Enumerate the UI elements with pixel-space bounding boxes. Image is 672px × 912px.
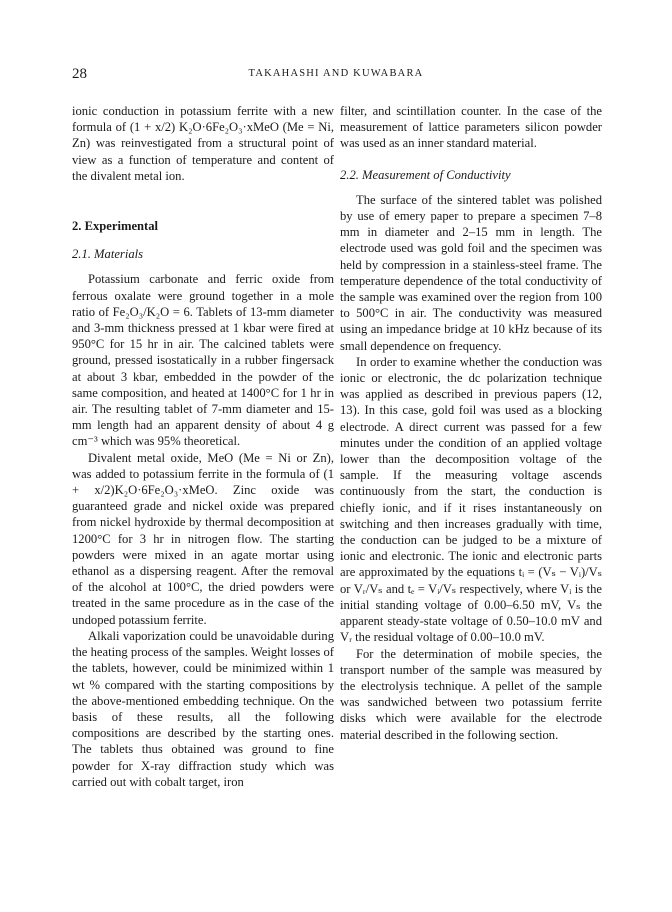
running-head: TAKAHASHI AND KUWABARA (248, 68, 424, 79)
subsection-heading-conductivity: 2.2. Measurement of Conductivity (340, 167, 511, 182)
right-column (340, 103, 602, 743)
left-column (72, 103, 334, 790)
continued-paragraph: filter, and scintillation counter. In the case of the measurement of lattice parameters silicon powder was used as an inner standard material. (340, 104, 602, 151)
page-number: 28 (72, 66, 87, 82)
subsection-heading-materials: 2.1. Materials (72, 247, 144, 262)
materials-paragraph-2: Divalent metal oxide, MeO (Me = Ni or Zn), was added to potassium ferrite in the formula of (1 + x/2)K₂O·6Fe₂O₃·xMeO. Zinc oxide was guaranteed grade and nickel oxide was prepared from nickel hydroxide by thermal decomposition at 1200°C for 3 hr in nitrogen flow. The starting powders were mixed in an agate mortar using ethanol as a dispersing reagent. After the removal of the alcohol at 100°C, the dried powders were treated in the same procedure as in the case of the undoped potassium ferrite. (72, 450, 334, 627)
materials-paragraph-3: Alkali vaporization could be unavoidable during the heating process of the samples. Weight losses of the tablets, however, could be minimized within 1 wt % compared with the starting compositions by the above-mentioned embedding technique. On the basis of these results, all the following compositions are described by the starting ones. The tablets thus obtained was ground to fine powder for X-ray diffraction study which was carried out with cobalt target, iron (72, 628, 334, 789)
page-header (72, 66, 600, 86)
conductivity-paragraph-3: For the determination of mobile species, the transport number of the sample was measured by the electrolysis technique. A pellet of the sample was sandwiched between two potassium ferrite disks which were available for the electrode material described in the following section. (340, 646, 602, 742)
conductivity-paragraph-2: In order to examine whether the conduction was ionic or electronic, the dc polarization technique was applied as described in previous papers (12, 13). In this case, gold foil was used as a blocking electrode. A direct current was passed for a few minutes under the condition of an applied voltage lower than the decomposition voltage of the sample. If the measuring voltage ascends continuously from the start, the conduction is chiefly ionic, and if it rises instantaneously on switching and then increases gradually with time, the conduction can be judged to be a mixture of ionic and electronic. The ionic and electronic parts are approximated by the equations tᵢ = (Vₛ − Vᵢ)/Vₛ or Vᵣ/Vₛ and tₑ = Vᵢ/Vₛ respectively, where Vᵢ is the initial standing voltage of 0.00–6.50 mV, Vₛ the apparent steady-state voltage of 0.50–10.0 mV and Vᵣ the residual voltage of 0.00–10.0 mV. (340, 354, 602, 645)
section-heading-experimental: 2. Experimental (72, 219, 159, 234)
intro-paragraph: ionic conduction in potassium ferrite with a new formula of (1 + x/2) K₂O·6Fe₂O₃·xMeO (Me = Ni, Zn) was reinvestigated from a structural point of view as a function of temperature and content of the divalent metal ion. (72, 104, 334, 183)
conductivity-paragraph-1: The surface of the sintered tablet was polished by use of emery paper to prepare a specimen 7–8 mm in diameter and 2–15 mm in length. The electrode used was gold foil and the specimen was held by compression in a stainless-steel frame. The temperature dependence of the total conductivity of the sample was examined over the region from 100 to 500°C in air. The conductivity was measured using an impedance bridge at 10 kHz because of its small dependence on frequency. (340, 192, 602, 353)
materials-paragraph-1: Potassium carbonate and ferric oxide from ferrous oxalate were ground together in a mole ratio of Fe₂O₃/K₂O = 6. Tablets of 13-mm diameter and 3-mm thickness pressed at 1 kbar were fired at 950°C for 15 hr in air. The calcined tablets were ground, pressed isostatically in a rubber fingersack at about 3 kbar, embedded in the powder of the same composition, and heated at 1400°C for 1 hr in air. The resulting tablet of 7-mm diameter and 15-mm length had an apparent density of about 4 g cm⁻³ which was 95% theoretical. (72, 272, 334, 449)
